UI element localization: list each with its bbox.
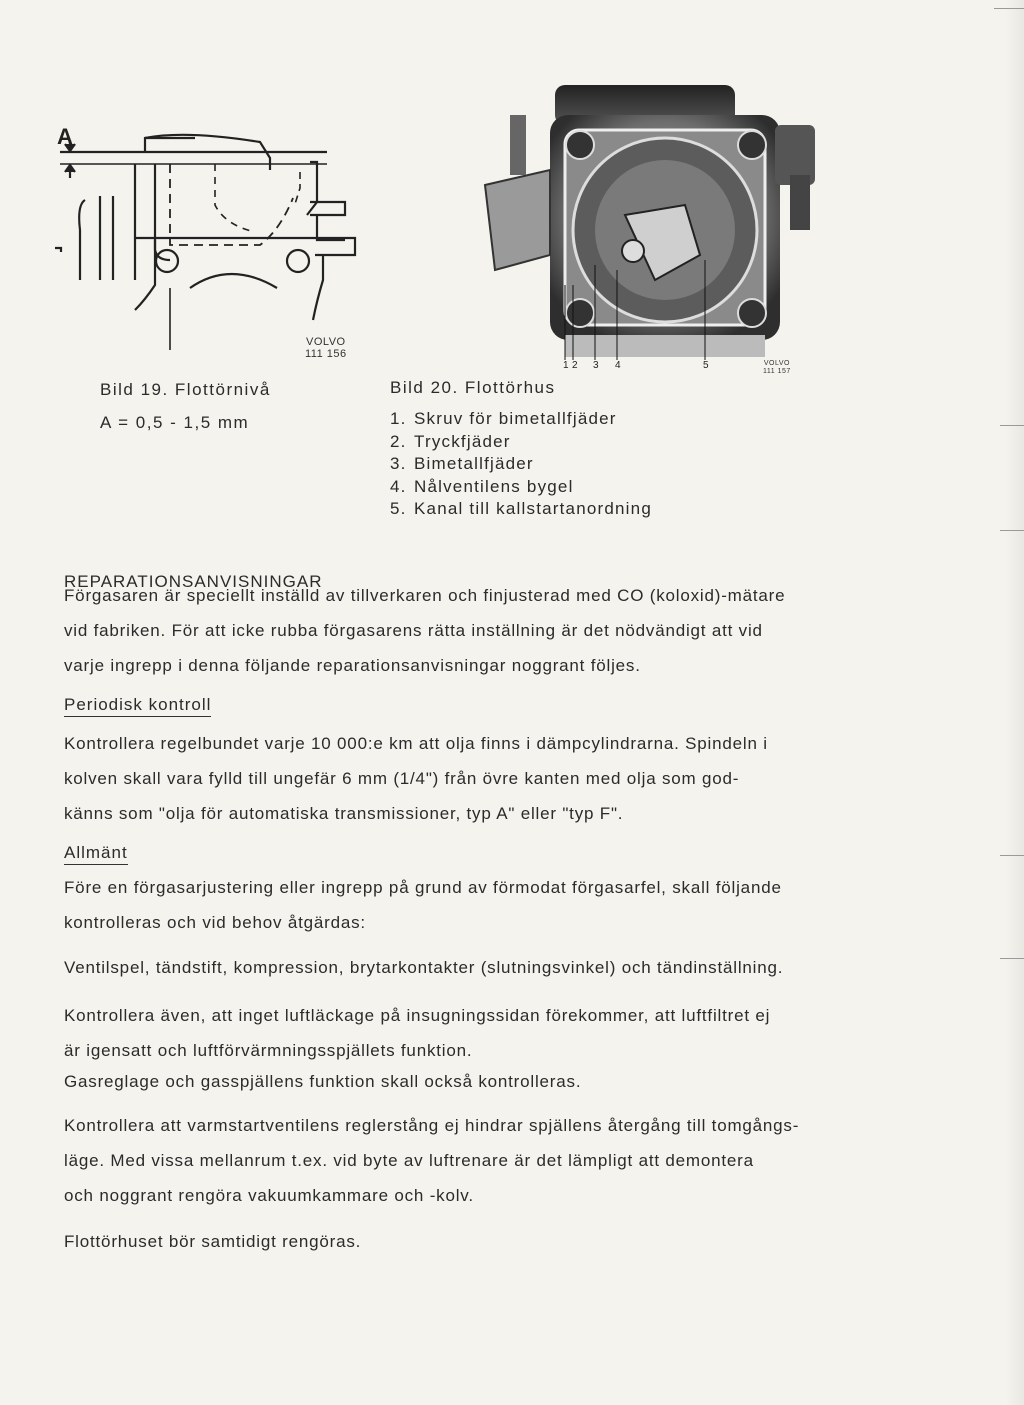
text-line: Före en förgasarjustering eller ingrepp på grund av förmodat förgasarfel, skall följande (64, 878, 782, 897)
text-line: Flottörhuset bör samtidigt rengöras. (64, 1232, 362, 1251)
edge-mark (1000, 425, 1024, 426)
text-line: känns som "olja för automatiska transmissioner, typ A" eller "typ F". (64, 804, 624, 823)
legend-number: 3. (390, 454, 407, 473)
legend-item (390, 476, 652, 499)
text-line: vid fabriken. För att icke rubba förgasarens rätta inställning är det nödvändigt att vid (64, 621, 763, 640)
float-chamber-photo-image (455, 55, 835, 375)
periodic-heading: Periodisk kontroll (64, 695, 211, 717)
part-number: 3 (593, 360, 599, 371)
legend-text: Nålventilens bygel (414, 476, 574, 496)
general-paragraph-4 (64, 1064, 824, 1099)
volvo-tag (763, 360, 791, 376)
general-paragraph-2 (64, 950, 824, 985)
general-paragraph-1 (64, 870, 824, 940)
text-line: läge. Med vissa mellanrum t.ex. vid byte av luftrenare är det lämpligt att demontera (64, 1151, 754, 1170)
page-edge (1006, 0, 1024, 1405)
general-paragraph-3 (64, 998, 824, 1068)
text-line: kolven skall vara fylld till ungefär 6 mm (1/4") från övre kanten med olja som god- (64, 769, 740, 788)
edge-mark (1000, 855, 1024, 856)
legend-item (390, 453, 652, 476)
legend-text: Skruv för bimetallfjäder (414, 409, 617, 428)
text-line: varje ingrepp i denna följande reparationsanvisningar noggrant följes. (64, 656, 641, 675)
legend-number: 4. (390, 476, 407, 496)
legend-text: Kanal till kallstartanordning (414, 499, 652, 518)
text-line: Förgasaren är speciellt inställd av tillverkaren och finjusterad med CO (koloxid)-mätare (64, 586, 786, 605)
label-a: A (57, 124, 73, 149)
legend-text: Bimetallfjäder (414, 454, 534, 473)
float-level-diagram (55, 110, 375, 370)
edge-mark (1000, 530, 1024, 531)
general-paragraph-6 (64, 1224, 824, 1259)
intro-paragraph (64, 578, 824, 683)
volvo-tag-brand: VOLVO (306, 336, 346, 348)
figure19-tolerance: A = 0,5 - 1,5 mm (100, 413, 250, 432)
legend-number: 1. (390, 409, 407, 428)
volvo-tag-number: 111 157 (763, 368, 791, 375)
part-number: 1 (563, 360, 569, 371)
section-heading: REPARATIONSANVISNINGAR (64, 572, 323, 591)
legend-item (390, 408, 652, 431)
figure19-caption: Bild 19. Flottörnivå (100, 380, 271, 399)
figure20-caption: Bild 20. Flottörhus (390, 378, 556, 397)
text-line: Gasreglage och gasspjällens funktion skall också kontrolleras. (64, 1072, 582, 1091)
part-number: 5 (703, 360, 709, 371)
legend-item (390, 498, 652, 521)
volvo-tag-brand: VOLVO (763, 360, 790, 367)
legend-number: 2. (390, 431, 407, 451)
float-chamber-photo (455, 55, 835, 375)
legend-text: Tryckfjäder (414, 431, 511, 451)
text-line: och noggrant rengöra vakuumkammare och -kolv. (64, 1186, 474, 1205)
volvo-tag-number: 111 156 (305, 348, 347, 360)
text-line: Kontrollera regelbundet varje 10 000:e km att olja finns i dämpcylindrarna. Spindeln i (64, 734, 768, 753)
part-number: 2 (572, 360, 578, 371)
edge-mark (1000, 958, 1024, 959)
text-line: kontrolleras och vid behov åtgärdas: (64, 913, 366, 932)
part-number: 4 (615, 360, 621, 371)
figure20-legend (390, 408, 652, 521)
periodic-paragraph (64, 726, 824, 831)
general-paragraph-5 (64, 1108, 824, 1213)
float-level-drawing (55, 110, 375, 370)
volvo-tag (305, 336, 347, 360)
edge-mark (994, 8, 1024, 9)
text-line: Ventilspel, tändstift, kompression, brytarkontakter (slutningsvinkel) och tändinställning. (64, 958, 784, 977)
text-line: Kontrollera att varmstartventilens reglerstång ej hindrar spjällens återgång till tomgångs- (64, 1116, 800, 1135)
text-line: Kontrollera även, att inget luftläckage på insugningssidan förekommer, att luftfiltret ej (64, 1006, 771, 1025)
text-line: är igensatt och luftförvärmningsspjällets funktion. (64, 1041, 473, 1060)
general-heading: Allmänt (64, 843, 128, 865)
legend-item (390, 431, 652, 454)
legend-number: 5. (390, 499, 407, 518)
